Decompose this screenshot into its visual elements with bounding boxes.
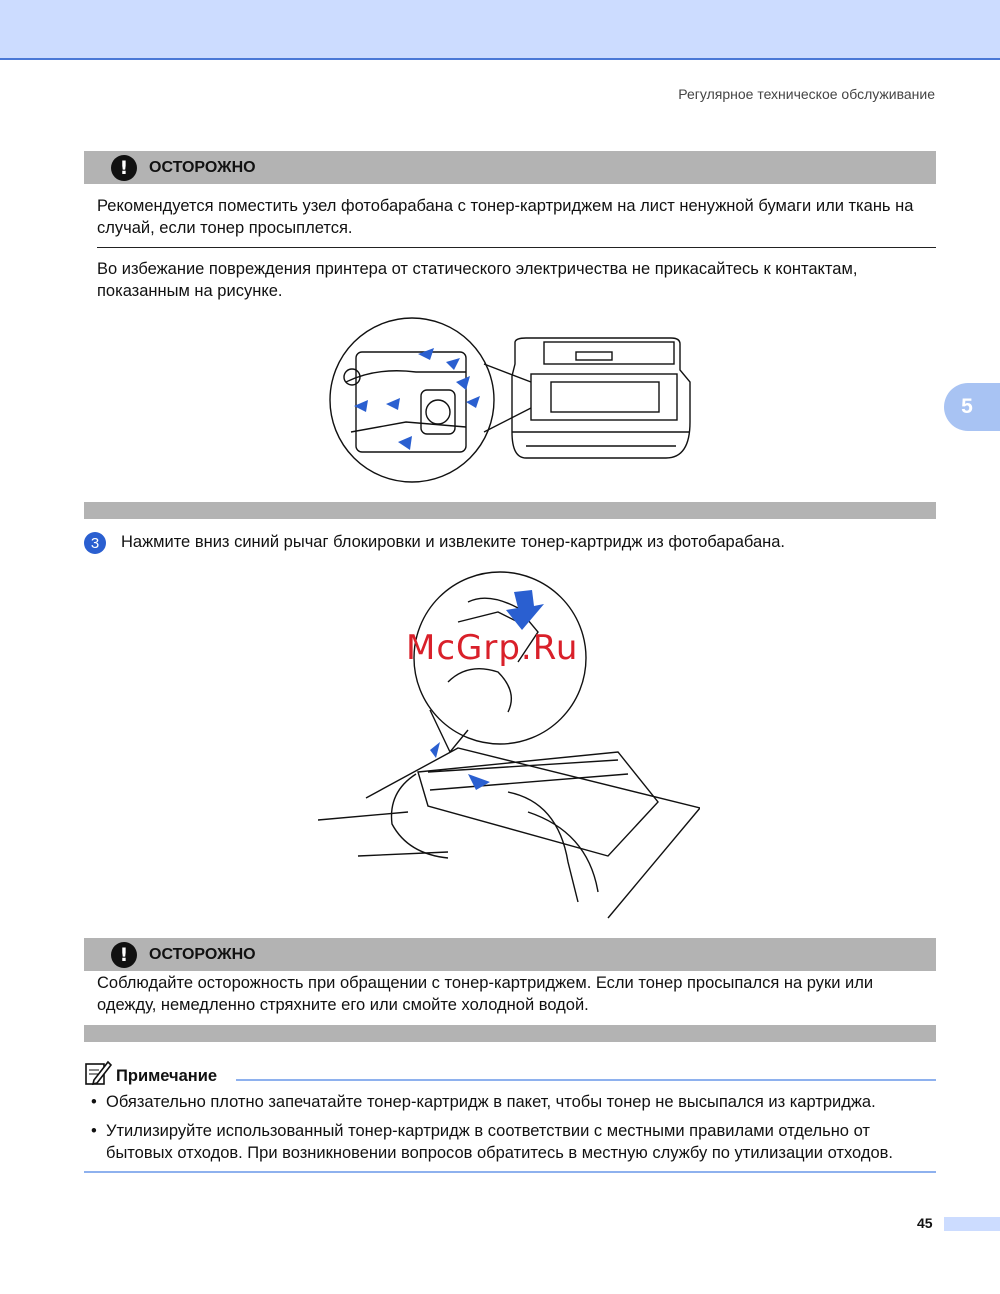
top-header-band	[0, 0, 1000, 60]
note-title: Примечание	[116, 1067, 218, 1085]
caution-title-1: ОСТОРОЖНО	[149, 158, 256, 176]
note-pencil-icon	[84, 1060, 112, 1086]
zoom-circle	[330, 318, 494, 482]
exclamation-icon: !	[111, 942, 137, 968]
caution-title-2: ОСТОРОЖНО	[149, 945, 256, 963]
caution-paragraph-2: Во избежание повреждения принтера от статического электричества не прикасайтесь к контактам, показанным на рисунке.	[97, 260, 858, 300]
step-instruction: Нажмите вниз синий рычаг блокировки и извлеките тонер-картридж из фотобарабана.	[121, 533, 785, 551]
list-item-text: Обязательно плотно запечатайте тонер-картридж в пакет, чтобы тонер не высыпался из картриджа.	[106, 1093, 876, 1111]
caution-divider	[97, 247, 936, 248]
running-header-title: Регулярное техническое обслуживание	[678, 86, 935, 102]
printer-contacts-illustration	[326, 312, 694, 488]
bullet-marker: •	[91, 1093, 97, 1111]
exclamation-icon: !	[111, 155, 137, 181]
bullet-marker: •	[91, 1122, 97, 1140]
list-item	[91, 1091, 941, 1113]
section-divider-bar-2	[84, 1025, 936, 1042]
toner-cartridge-removal-illustration	[318, 562, 700, 922]
caution-header-2	[84, 938, 936, 971]
caution-paragraph-3: Соблюдайте осторожность при обращении с тонер-картриджем. Если тонер просыпался на руки или одежду, немедленно стряхните его или смойте холодной водой.	[97, 974, 874, 1014]
note-rule	[236, 1079, 936, 1081]
section-divider-bar-1	[84, 502, 936, 519]
list-item	[91, 1120, 941, 1164]
page-number: 45	[917, 1215, 933, 1231]
caution-header-1	[84, 151, 936, 184]
chapter-tab[interactable]	[944, 383, 1000, 431]
caution-paragraph-1: Рекомендуется поместить узел фотобарабана с тонер-картриджем на лист ненужной бумаги или ткань на случай, если тонер просыплется.	[97, 197, 914, 237]
note-header	[84, 1060, 936, 1086]
step-number-badge: 3	[84, 532, 106, 554]
watermark-text: McGrp.Ru	[406, 628, 579, 668]
page-number-strip	[944, 1217, 1000, 1231]
list-item-text: Утилизируйте использованный тонер-картридж в соответствии с местными правилами отдельно от бытовых отходов. При возникновении вопросов обратитесь в местную службу по утилизации отходов.	[106, 1122, 894, 1162]
chapter-number: 5	[961, 395, 973, 418]
note-bottom-rule	[84, 1171, 936, 1173]
